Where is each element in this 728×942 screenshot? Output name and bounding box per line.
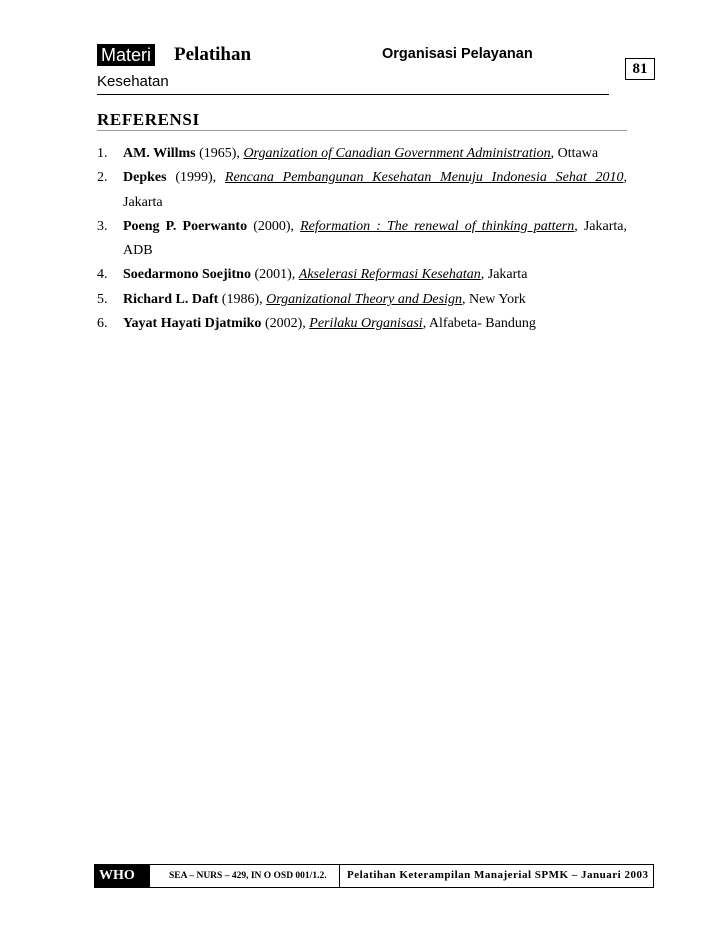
reference-publisher: , Jakarta bbox=[480, 267, 528, 283]
reference-author: Yayat Hayati Djatmiko bbox=[123, 316, 262, 332]
reference-publisher: , Jakarta, bbox=[574, 218, 627, 234]
reference-item bbox=[97, 288, 627, 312]
footer-who-label: WHO bbox=[95, 865, 150, 887]
header-pelatihan-label: Pelatihan bbox=[174, 44, 252, 65]
reference-year: (1965), bbox=[195, 146, 244, 161]
reference-year: (2001), bbox=[250, 267, 299, 283]
reference-title: Rencana Pembangunan Kesehatan Menuju Indonesia Sehat 2010 bbox=[224, 170, 624, 186]
reference-list bbox=[97, 142, 627, 336]
header-divider bbox=[97, 94, 609, 95]
reference-title: Organizational Theory and Design bbox=[266, 291, 462, 307]
reference-item bbox=[97, 263, 627, 287]
reference-number: 3. bbox=[97, 218, 108, 234]
reference-year: (1986), bbox=[218, 291, 267, 307]
reference-author: AM. Willms bbox=[123, 146, 196, 161]
reference-title: Reformation : The renewal of thinking pattern bbox=[300, 218, 575, 234]
reference-author: Poeng P. Poerwanto bbox=[123, 218, 248, 234]
reference-author: Richard L. Daft bbox=[123, 291, 219, 307]
page-footer bbox=[94, 864, 654, 888]
reference-publisher: , New York bbox=[461, 291, 526, 307]
footer-document-code: SEA – NURS – 429, IN O OSD 001/1.2. bbox=[169, 871, 327, 881]
reference-number: 1. bbox=[97, 146, 108, 161]
reference-number: 6. bbox=[97, 316, 108, 332]
reference-item bbox=[97, 215, 627, 264]
reference-publisher: , Alfabeta- Bandung bbox=[422, 316, 536, 332]
reference-title: Akselerasi Reformasi Kesehatan bbox=[298, 267, 481, 283]
header-materi-label: Materi bbox=[97, 44, 155, 66]
reference-year: (2002), bbox=[261, 316, 310, 332]
reference-publisher: , bbox=[623, 170, 627, 186]
reference-continuation: ADB bbox=[123, 243, 153, 259]
reference-number: 2. bbox=[97, 170, 108, 186]
reference-item bbox=[97, 142, 627, 166]
header-subject: Organisasi Pelayanan bbox=[382, 46, 533, 62]
reference-year: (1999), bbox=[166, 170, 225, 186]
footer-separator bbox=[339, 865, 340, 887]
reference-year: (2000), bbox=[247, 218, 301, 234]
footer-training-title: Pelatihan Keterampilan Manajerial SPMK – Januari 2003 bbox=[347, 869, 649, 881]
header-kesehatan-label: Kesehatan bbox=[97, 73, 169, 90]
section-title: REFERENSI bbox=[97, 110, 200, 129]
reference-number: 5. bbox=[97, 291, 108, 307]
reference-publisher: , Ottawa bbox=[550, 146, 599, 161]
reference-title: Perilaku Organisasi bbox=[309, 316, 423, 332]
page-number: 81 bbox=[625, 58, 655, 80]
section-divider bbox=[97, 130, 627, 131]
reference-item bbox=[97, 312, 627, 336]
reference-item bbox=[97, 166, 627, 215]
reference-number: 4. bbox=[97, 267, 108, 283]
reference-author: Depkes bbox=[123, 170, 167, 186]
reference-continuation: Jakarta bbox=[123, 194, 163, 210]
reference-title: Organization of Canadian Government Administration bbox=[243, 146, 551, 161]
reference-author: Soedarmono Soejitno bbox=[123, 267, 251, 283]
